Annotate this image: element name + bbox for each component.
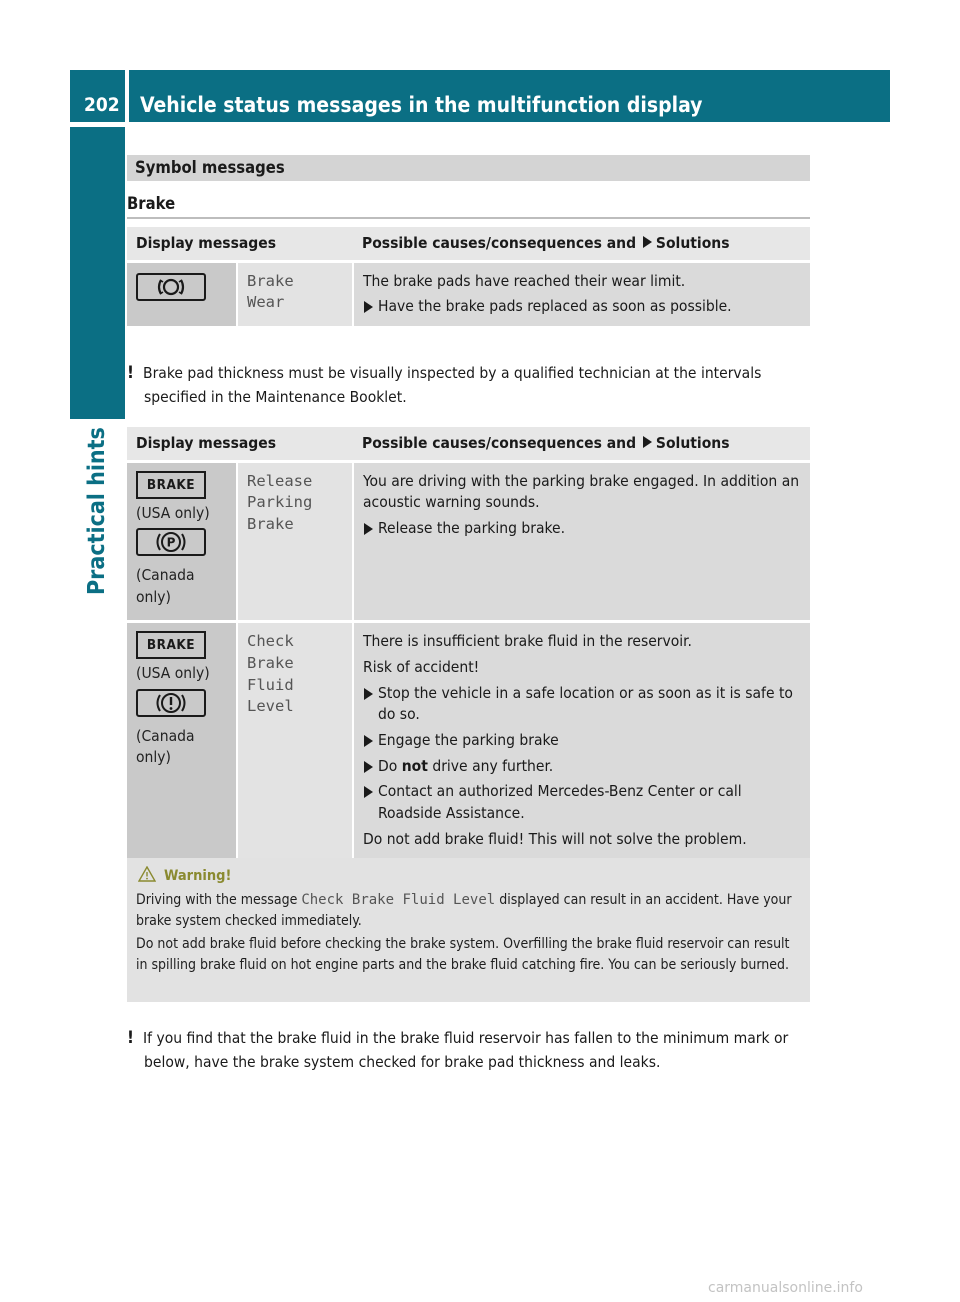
arrow-icon <box>364 761 373 773</box>
side-tab-label: Practical hints <box>84 427 110 595</box>
symbol-cell <box>127 261 237 326</box>
subsection-title: Brake <box>127 194 176 213</box>
arrow-icon <box>364 735 373 747</box>
exclamation-icon: ! <box>127 363 134 383</box>
table-header-display: Display messages <box>127 427 353 461</box>
arrow-icon <box>643 436 652 448</box>
warning-paragraph: Do not add brake fluid before checking the brake system. Overfilling the brake fluid reservoir can result in spilling brake fluid on hot engine parts and the brake fluid catching fire. You can be seriously burned. <box>136 935 790 973</box>
symbol-cell: BRAKE (USA only) P (Canada only) <box>127 461 237 622</box>
exclamation-icon: ! <box>127 1028 134 1048</box>
arrow-icon <box>364 688 373 700</box>
warning-paragraph: Driving with the message Check Brake Fluid Level displayed can result in an accident. Have your brake system checked immediately. <box>136 891 792 929</box>
parking-brake-icon <box>136 528 206 556</box>
symbol-cell: BRAKE (USA only) (Canada only) <box>127 622 237 859</box>
table-header-causes: Possible causes/consequences and Solutions <box>353 427 810 461</box>
arrow-icon <box>364 523 373 535</box>
cause-cell: There is insufficient brake fluid in the reservoir. Risk of accident! Stop the vehicle in a safe location or as soon as it is safe to do so. Engage the parking brake Do not drive any further. Contact an authorized Mercedes-Benz Center or call Roadside Assistance. Do not add brake fluid! This will not solve the problem. <box>353 622 810 859</box>
message-cell: Check Brake Fluid Level <box>237 622 353 859</box>
table-header-causes: Possible causes/consequences and Solutions <box>353 227 810 261</box>
side-tab-block <box>70 127 125 419</box>
message-cell: Brake Wear <box>237 261 353 326</box>
brake-warning-icon: BRAKE <box>136 471 206 499</box>
page-number: 202 <box>70 70 125 122</box>
cause-cell: The brake pads have reached their wear limit. Have the brake pads replaced as soon as possible. <box>353 261 810 326</box>
table-row <box>127 622 810 859</box>
table-row <box>127 461 810 622</box>
arrow-icon <box>643 236 652 248</box>
section-title: Symbol messages <box>127 155 810 181</box>
brake-wear-table <box>127 227 810 326</box>
brake-warning-icon: BRAKE <box>136 631 206 659</box>
warning-triangle-icon <box>138 866 156 882</box>
brake-fluid-icon <box>136 689 206 717</box>
warning-box <box>127 858 810 1002</box>
svg-text:P: P <box>166 535 176 550</box>
parking-brake-table <box>127 427 810 858</box>
arrow-icon <box>364 301 373 313</box>
note-paragraph: ! Brake pad thickness must be visually inspected by a qualified technician at the intervals specified in the Maintenance Booklet. <box>127 363 762 406</box>
warning-title: Warning! <box>138 866 801 888</box>
message-cell: Release Parking Brake <box>237 461 353 622</box>
brake-wear-icon <box>136 273 206 301</box>
note-paragraph: ! If you find that the brake fluid in the brake fluid reservoir has fallen to the minimum mark or below, have the brake system checked for brake pad thickness and leaks. <box>127 1028 789 1071</box>
table-row <box>127 261 810 326</box>
table-header-display: Display messages <box>127 227 353 261</box>
watermark: carmanualsonline.info <box>708 1280 863 1296</box>
page-title: Vehicle status messages in the multifunction display <box>129 70 890 122</box>
divider <box>127 217 810 219</box>
cause-cell: You are driving with the parking brake engaged. In addition an acoustic warning sounds. Release the parking brake. <box>353 461 810 622</box>
arrow-icon <box>364 786 373 798</box>
